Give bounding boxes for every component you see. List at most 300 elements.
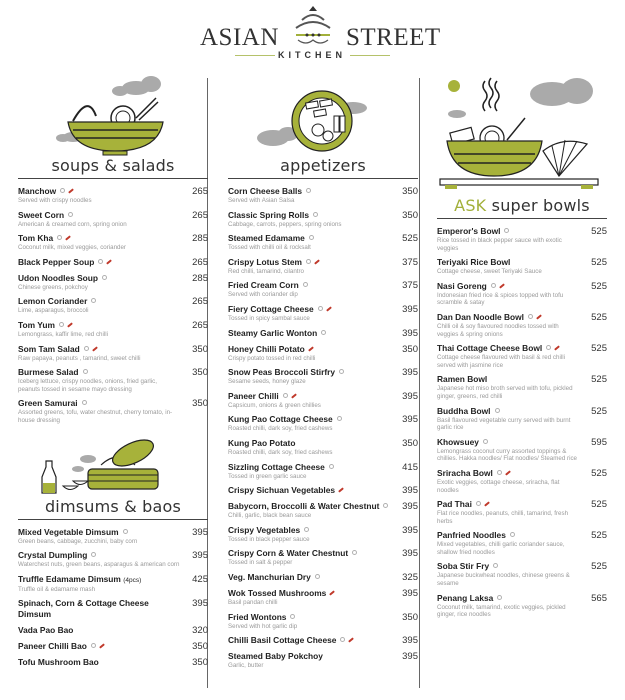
menu-item — [228, 438, 418, 457]
menu-item-name-text: Snow Peas Broccoli Stirfry — [228, 367, 336, 378]
menu-item-name — [228, 635, 390, 646]
logo-subtitle: KITCHEN — [278, 50, 346, 60]
menu-item-name — [228, 588, 390, 599]
menu-item-name-text: Lemon Coriander — [18, 296, 88, 307]
menu-item — [437, 226, 607, 252]
noodle-bowl-icon — [18, 66, 208, 156]
menu-item-description: Indonesian fried rice & spices topped with tofu scramble & satay — [437, 291, 564, 307]
vegetarian-icon — [309, 235, 314, 240]
menu-item-price: 350 — [192, 398, 208, 410]
menu-item-name-text: Tom Kha — [18, 233, 54, 244]
menu-item-description: Capsicum, onions & green chillies — [228, 401, 321, 409]
menu-item — [18, 257, 208, 268]
menu-item-name-text: Wok Tossed Mushrooms — [228, 587, 327, 598]
menu-item-name — [437, 437, 579, 448]
menu-item-name-text: Penang Laksa — [437, 592, 494, 603]
menu-item-name — [18, 367, 180, 378]
menu-item-name-text: Emperor's Bowl — [437, 226, 501, 236]
vegetarian-icon — [98, 259, 103, 264]
menu-item-description: Roasted chilli, dark soy, fried cashews — [228, 448, 333, 456]
menu-item-description: Red chilli, tamarind, cilantro — [228, 267, 304, 275]
chili-spicy-icon — [314, 259, 320, 264]
vegetarian-icon — [123, 529, 128, 534]
vegetarian-icon — [83, 369, 88, 374]
menu-item — [437, 437, 607, 463]
menu-item — [18, 657, 208, 668]
vegetarian-icon — [383, 503, 388, 508]
menu-item-description: Lemongrass, kaffir lime, red chilli — [18, 330, 108, 338]
menu-item-name — [18, 233, 180, 244]
menu-item-name-text: Steamy Garlic Wonton — [228, 327, 318, 338]
menu-item-price: 525 — [591, 561, 607, 573]
menu-item — [228, 612, 418, 631]
menu-item-name — [437, 374, 579, 385]
menu-item-name — [18, 210, 180, 221]
menu-item-description: Chilli, garlic, black bean sauce — [228, 512, 312, 520]
menu-item-price: 395 — [402, 414, 418, 426]
menu-item — [437, 593, 607, 619]
menu-item-price: 595 — [591, 436, 607, 448]
menu-item — [18, 598, 208, 620]
vegetarian-icon — [491, 283, 496, 288]
menu-item-name — [228, 304, 390, 315]
menu-item-name — [18, 657, 180, 668]
menu-item — [228, 328, 418, 339]
menu-item-name — [18, 344, 180, 355]
chili-spicy-icon — [308, 346, 314, 351]
menu-item-price: 525 — [591, 280, 607, 292]
menu-item-description: Exotic veggies, cottage cheese, sriracha, flat noodles — [437, 478, 560, 494]
vegetarian-icon — [340, 637, 345, 642]
menu-item-price: 525 — [591, 257, 607, 269]
chili-spicy-icon — [291, 393, 297, 398]
vegetarian-icon — [306, 188, 311, 193]
menu-item-description: Cottage cheese flavoured with basil & red chilli served with jasmine rice — [437, 354, 565, 369]
menu-item — [228, 501, 418, 520]
menu-item-price: 375 — [402, 256, 418, 268]
menu-item-price: 395 — [402, 548, 418, 560]
menu-item — [18, 367, 208, 393]
menu-item-name-text: Black Pepper Soup — [18, 256, 95, 267]
menu-item-description: Tossed in salt & pepper — [228, 559, 293, 567]
menu-item-name — [437, 530, 579, 541]
vegetarian-icon — [493, 563, 498, 568]
pagoda-roof-icon — [290, 6, 336, 48]
vegetarian-icon — [352, 550, 357, 555]
section-title-super-bowls — [437, 196, 607, 215]
menu-item-name-text: Nasi Goreng — [437, 280, 487, 291]
chili-spicy-icon — [106, 259, 112, 264]
menu-item — [18, 550, 208, 569]
menu-item-description: Roasted chilli, dark soy, fried cashews — [228, 425, 333, 433]
logo-word-asian: ASIAN — [200, 24, 279, 51]
vegetarian-icon — [546, 345, 551, 350]
menu-item-description: Tossed in spicy sambal sauce — [228, 314, 310, 322]
menu-item-name-text: Steamed Baby Pokchoy — [228, 651, 323, 662]
section-title-appetizers: appetizers — [280, 156, 366, 175]
vegetarian-icon — [337, 416, 342, 421]
vegetarian-icon — [91, 298, 96, 303]
menu-item-price: 525 — [591, 530, 607, 542]
menu-item-name-text: Chilli Basil Cottage Cheese — [228, 635, 337, 646]
menu-item — [18, 625, 208, 636]
menu-item-name-text: Tom Yum — [18, 319, 55, 330]
menu-item-name — [228, 572, 390, 583]
vegetarian-icon — [84, 346, 89, 351]
menu-item-price: 525 — [402, 233, 418, 245]
menu-item-name — [18, 296, 180, 307]
menu-item-name — [228, 328, 390, 339]
menu-item-name — [18, 398, 180, 409]
menu-item-price: 525 — [591, 226, 607, 237]
menu-item-price: 395 — [402, 390, 418, 402]
menu-item-price: 525 — [591, 405, 607, 417]
menu-item-quantity: (4pcs) — [123, 576, 142, 584]
menu-item-name — [228, 391, 390, 402]
vegetarian-icon — [510, 532, 515, 537]
menu-item-price: 350 — [402, 437, 418, 449]
menu-item-name — [437, 281, 579, 292]
menu-item-name — [437, 406, 579, 417]
section-rule — [437, 218, 607, 219]
menu-item-name-text: Paneer Chilli Bao — [18, 641, 87, 652]
menu-item-price: 285 — [192, 233, 208, 245]
menu-item-name — [228, 414, 390, 425]
menu-item-name-text: Dan Dan Noodle Bowl — [437, 311, 525, 322]
vegetarian-icon — [315, 574, 320, 579]
menu-item-description: Sesame seeds, honey glaze — [228, 378, 306, 386]
menu-item-name-text: Thai Cottage Cheese Bowl — [437, 343, 543, 354]
chili-spicy-icon — [67, 322, 73, 327]
menu-item — [228, 651, 418, 670]
section-title-dimsums-baos: dimsums & baos — [44, 496, 182, 516]
menu-item-name-text: Sriracha Bowl — [437, 467, 493, 478]
vegetarian-icon — [91, 552, 96, 557]
menu-item-description: Served with coriander dip — [228, 291, 298, 299]
menu-item — [228, 367, 418, 386]
menu-item-name — [18, 574, 180, 586]
menu-item — [437, 257, 607, 276]
menu-item — [18, 320, 208, 339]
menu-item-name-text: Mixed Vegetable Dimsum — [18, 526, 119, 537]
menu-item-price: 325 — [402, 571, 418, 583]
menu-item-price: 350 — [192, 657, 208, 669]
menu-item-description: Cottage cheese, sweet Teriyaki Sauce — [437, 268, 542, 276]
menu-item — [437, 343, 607, 369]
menu-item-price: 350 — [192, 367, 208, 379]
menu-column-1 — [18, 66, 208, 673]
menu-item-name — [228, 210, 390, 221]
menu-item-name — [437, 226, 579, 237]
section-rule — [228, 178, 418, 179]
menu-item-name — [18, 186, 180, 197]
menu-item-name-text: Teriyaki Rice Bowl — [437, 257, 511, 268]
menu-item-description: Coconut milk, tamarind, exotic veggies, pickled ginger, rice noodles — [437, 603, 566, 619]
menu-item-name — [18, 527, 180, 538]
menu-item-name-text: Kung Pao Cottage Cheese — [228, 414, 333, 425]
menu-item-name-text: Soba Stir Fry — [437, 561, 490, 572]
menu-item-price: 395 — [192, 526, 208, 538]
menu-item-price: 415 — [402, 461, 418, 473]
vegetarian-icon — [102, 275, 107, 280]
menu-item — [18, 296, 208, 315]
menu-item-description: Green beans, cabbage, zucchini, baby corn — [18, 537, 138, 545]
menu-item-price: 265 — [192, 319, 208, 331]
chili-spicy-icon — [99, 644, 105, 649]
menu-item — [437, 499, 607, 525]
menu-column-3 — [437, 66, 607, 624]
menu-item-price: 265 — [192, 296, 208, 308]
menu-item-name-text: Manchow — [18, 186, 57, 196]
menu-item-description: Lime, asparagus, broccoli — [18, 307, 89, 315]
vegetarian-icon — [57, 235, 62, 240]
vegetarian-icon — [321, 330, 326, 335]
menu-item-price: 395 — [402, 367, 418, 379]
menu-item-name-text: Fiery Cottage Cheese — [228, 303, 314, 314]
menu-item-name-text: Udon Noodles Soup — [18, 272, 99, 283]
menu-item-name-text: Pad Thai — [437, 499, 472, 510]
menu-item — [228, 233, 418, 252]
menu-item-price: 350 — [402, 186, 418, 197]
menu-item — [18, 233, 208, 252]
vegetarian-icon — [290, 614, 295, 619]
menu-item-price: 395 — [402, 524, 418, 536]
menu-item-name-text: Veg. Manchurian Dry — [228, 571, 311, 582]
menu-item-price: 265 — [192, 209, 208, 221]
menu-item-name — [437, 312, 579, 323]
vegetarian-icon — [329, 464, 334, 469]
menu-item-description: Lemongrass coconut curry assorted toppings & chillies. Hakka noodles/ Flat noodles/ Steamed rice — [437, 447, 577, 463]
menu-list-dimsums-baos — [18, 527, 208, 669]
super-bowl-with-fan-icon — [437, 66, 607, 196]
menu-item — [437, 406, 607, 432]
menu-item-price: 395 — [192, 550, 208, 562]
menu-item — [437, 281, 607, 307]
menu-item-name — [228, 525, 390, 536]
menu-item-name — [228, 367, 390, 378]
vegetarian-icon — [304, 527, 309, 532]
menu-item-price: 350 — [402, 611, 418, 623]
vegetarian-icon — [313, 212, 318, 217]
menu-item-price: 525 — [591, 499, 607, 511]
menu-item-description: Tossed with chilli oil & rocksalt — [228, 244, 311, 252]
chili-spicy-icon — [329, 590, 335, 595]
vegetarian-icon — [528, 314, 533, 319]
section-title-soups-salads: soups & salads — [51, 156, 175, 175]
menu-item-name — [437, 468, 579, 479]
menu-item — [18, 398, 208, 424]
menu-item-description: Garlic, butter — [228, 662, 264, 670]
menu-item-name-text: Sizzling Cottage Cheese — [228, 461, 325, 472]
menu-item-name — [18, 625, 180, 636]
section-rule — [18, 178, 208, 179]
chili-spicy-icon — [326, 306, 332, 311]
menu-item-name-text: Burmese Salad — [18, 367, 79, 378]
menu-item-price: 350 — [192, 641, 208, 653]
menu-item-description: Iceberg lettuce, crispy noodles, onions, fried garlic, peanuts tossed in sesame mayo dressing — [18, 378, 157, 393]
menu-item-description: Cabbage, carrots, peppers, spring onions — [228, 220, 342, 228]
menu-item-description: Crispy potato tossed in red chilli — [228, 354, 316, 362]
menu-item-name — [18, 641, 180, 652]
menu-item — [228, 186, 418, 205]
menu-item-name-text: Spinach, Corn & Cottage Cheese Dimsum — [18, 598, 149, 620]
menu-item — [18, 527, 208, 546]
menu-item — [228, 548, 418, 567]
menu-list-soups-salads — [18, 186, 208, 425]
vegetarian-icon — [476, 501, 481, 506]
menu-item — [437, 530, 607, 556]
menu-item-description: Basil pandan chilli — [228, 598, 278, 606]
menu-item-name-text: Crystal Dumpling — [18, 550, 88, 561]
chili-spicy-icon — [348, 637, 354, 642]
chili-spicy-icon — [484, 501, 490, 506]
vegetarian-icon — [59, 322, 64, 327]
chili-spicy-icon — [68, 188, 74, 193]
section-rule — [18, 519, 208, 520]
menu-item-name-text: Truffle Edamame Dimsum — [18, 573, 121, 584]
vegetarian-icon — [68, 212, 73, 217]
menu-item-name-text: Honey Chilli Potato — [228, 343, 305, 354]
menu-item-name — [18, 320, 180, 331]
menu-item-name — [437, 593, 579, 604]
menu-item-description: Truffle oil & edamame mash — [18, 585, 96, 593]
appetizer-plate-icon — [228, 66, 418, 156]
menu-item-price: 350 — [402, 343, 418, 355]
logo-rule-left — [235, 55, 275, 56]
menu-item-name-text: Steamed Edamame — [228, 233, 305, 244]
menu-item-price: 395 — [192, 598, 208, 610]
vegetarian-icon — [504, 228, 509, 233]
menu-item-price: 525 — [591, 343, 607, 355]
menu-item-name — [437, 257, 579, 268]
vegetarian-icon — [91, 643, 96, 648]
menu-item-price: 395 — [402, 587, 418, 599]
column-divider — [419, 78, 420, 688]
menu-item-description: Chinese greens, pokchoy — [18, 283, 88, 291]
menu-item-price: 395 — [402, 651, 418, 663]
menu-item-name — [228, 462, 390, 473]
menu-item-price: 395 — [402, 635, 418, 647]
menu-item — [437, 561, 607, 587]
menu-item-description: Tossed in green garlic sauce — [228, 472, 307, 480]
menu-item-name — [18, 550, 180, 561]
menu-item-description: Raw papaya, peanuts , tamarind, sweet chilli — [18, 354, 141, 362]
menu-item-price: 525 — [591, 374, 607, 386]
menu-item-price: 265 — [192, 256, 208, 268]
menu-item-name — [228, 344, 390, 355]
menu-item — [228, 414, 418, 433]
menu-item-price: 525 — [591, 467, 607, 479]
menu-item-name — [228, 233, 390, 244]
menu-item-name-text: Fried Wontons — [228, 611, 287, 622]
menu-item — [228, 462, 418, 481]
chili-spicy-icon — [499, 283, 505, 288]
menu-item-description: Tossed in black pepper sauce — [228, 535, 310, 543]
vegetarian-icon — [306, 259, 311, 264]
menu-item — [228, 635, 418, 646]
menu-item-description: Assorted greens, tofu, water chestnut, cherry tomato, in-house dressing — [18, 409, 173, 424]
menu-item — [228, 572, 418, 583]
section-title-accent: ASK — [454, 196, 487, 215]
menu-item-price: 350 — [402, 209, 418, 221]
vegetarian-icon — [318, 306, 323, 311]
menu-item-name — [228, 280, 390, 291]
steamer-basket-icon — [18, 431, 208, 497]
menu-item-description: Mixed vegetables, chilli garlic coriander sauce, shallow fried noodles — [437, 541, 565, 556]
menu-column-2 — [228, 66, 418, 675]
chili-spicy-icon — [338, 487, 344, 492]
menu-item-name — [437, 499, 579, 510]
menu-item-name — [437, 343, 579, 354]
chili-spicy-icon — [554, 345, 560, 350]
menu-item-price: 350 — [192, 343, 208, 355]
menu-item-description: Japanese buckwheat noodles, chinese greens & sesame — [437, 572, 570, 588]
menu-item — [228, 344, 418, 363]
menu-item-name-text: Green Samurai — [18, 398, 78, 409]
menu-item-price: 375 — [402, 280, 418, 292]
menu-item-name-text: Kung Pao Potato — [228, 437, 296, 448]
vegetarian-icon — [60, 188, 65, 193]
logo-word-street: STREET — [346, 24, 441, 51]
menu-item-name-text: Ramen Bowl — [437, 374, 488, 385]
menu-item-name — [228, 186, 390, 197]
menu-item — [228, 485, 418, 496]
vegetarian-icon — [497, 595, 502, 600]
vegetarian-icon — [495, 408, 500, 413]
menu-item-price: 285 — [192, 272, 208, 284]
menu-list-super-bowls — [437, 226, 607, 619]
menu-item — [437, 312, 607, 338]
menu-item-price: 525 — [591, 311, 607, 323]
menu-item-description: Coconut milk, mixed veggies, coriander — [18, 244, 126, 252]
menu-item-description: American & creamed corn, spring onion — [18, 220, 127, 228]
menu-item-description: Rice tossed in black pepper sauce with exotic veggies — [437, 237, 562, 252]
menu-item — [18, 574, 208, 594]
menu-item-name-text: Som Tam Salad — [18, 343, 80, 354]
vegetarian-icon — [339, 369, 344, 374]
menu-item — [437, 374, 607, 400]
menu-item-name-text: Khowsuey — [437, 436, 479, 447]
menu-item-name — [18, 273, 180, 284]
menu-item-name — [228, 438, 390, 449]
menu-item-price: 265 — [192, 186, 208, 197]
menu-item — [228, 280, 418, 299]
menu-item-description: Waterchest nuts, green beans, asparagus & american corn — [18, 561, 180, 569]
menu-item-name — [228, 548, 390, 559]
menu-item-price: 395 — [402, 327, 418, 339]
menu-item-description: Chilli oil & soy flavoured noodles tossed with veggies & spring onions — [437, 322, 559, 338]
menu-item-name-text: Sweet Corn — [18, 209, 65, 220]
menu-item-name-text: Crispy Sichuan Vegetables — [228, 485, 336, 496]
menu-item-name-text: Tofu Mushroom Bao — [18, 657, 99, 668]
menu-item-name-text: Fried Cream Corn — [228, 280, 299, 291]
menu-item-name — [228, 501, 390, 512]
menu-item — [18, 344, 208, 363]
menu-item-name — [18, 257, 180, 268]
menu-item-description: Served with crispy noodles — [18, 197, 92, 204]
vegetarian-icon — [82, 400, 87, 405]
menu-item — [437, 468, 607, 494]
menu-item-name — [18, 598, 180, 620]
menu-item-name-text: Corn Cheese Balls — [228, 186, 303, 196]
menu-item — [228, 210, 418, 229]
logo-rule-right — [350, 55, 390, 56]
vegetarian-icon — [483, 439, 488, 444]
menu-item — [228, 257, 418, 276]
section-title-text: super bowls — [491, 196, 590, 215]
menu-item-name-text: Crispy Lotus Stem — [228, 256, 302, 267]
menu-item-description: Served with hot garlic dip — [228, 622, 298, 630]
